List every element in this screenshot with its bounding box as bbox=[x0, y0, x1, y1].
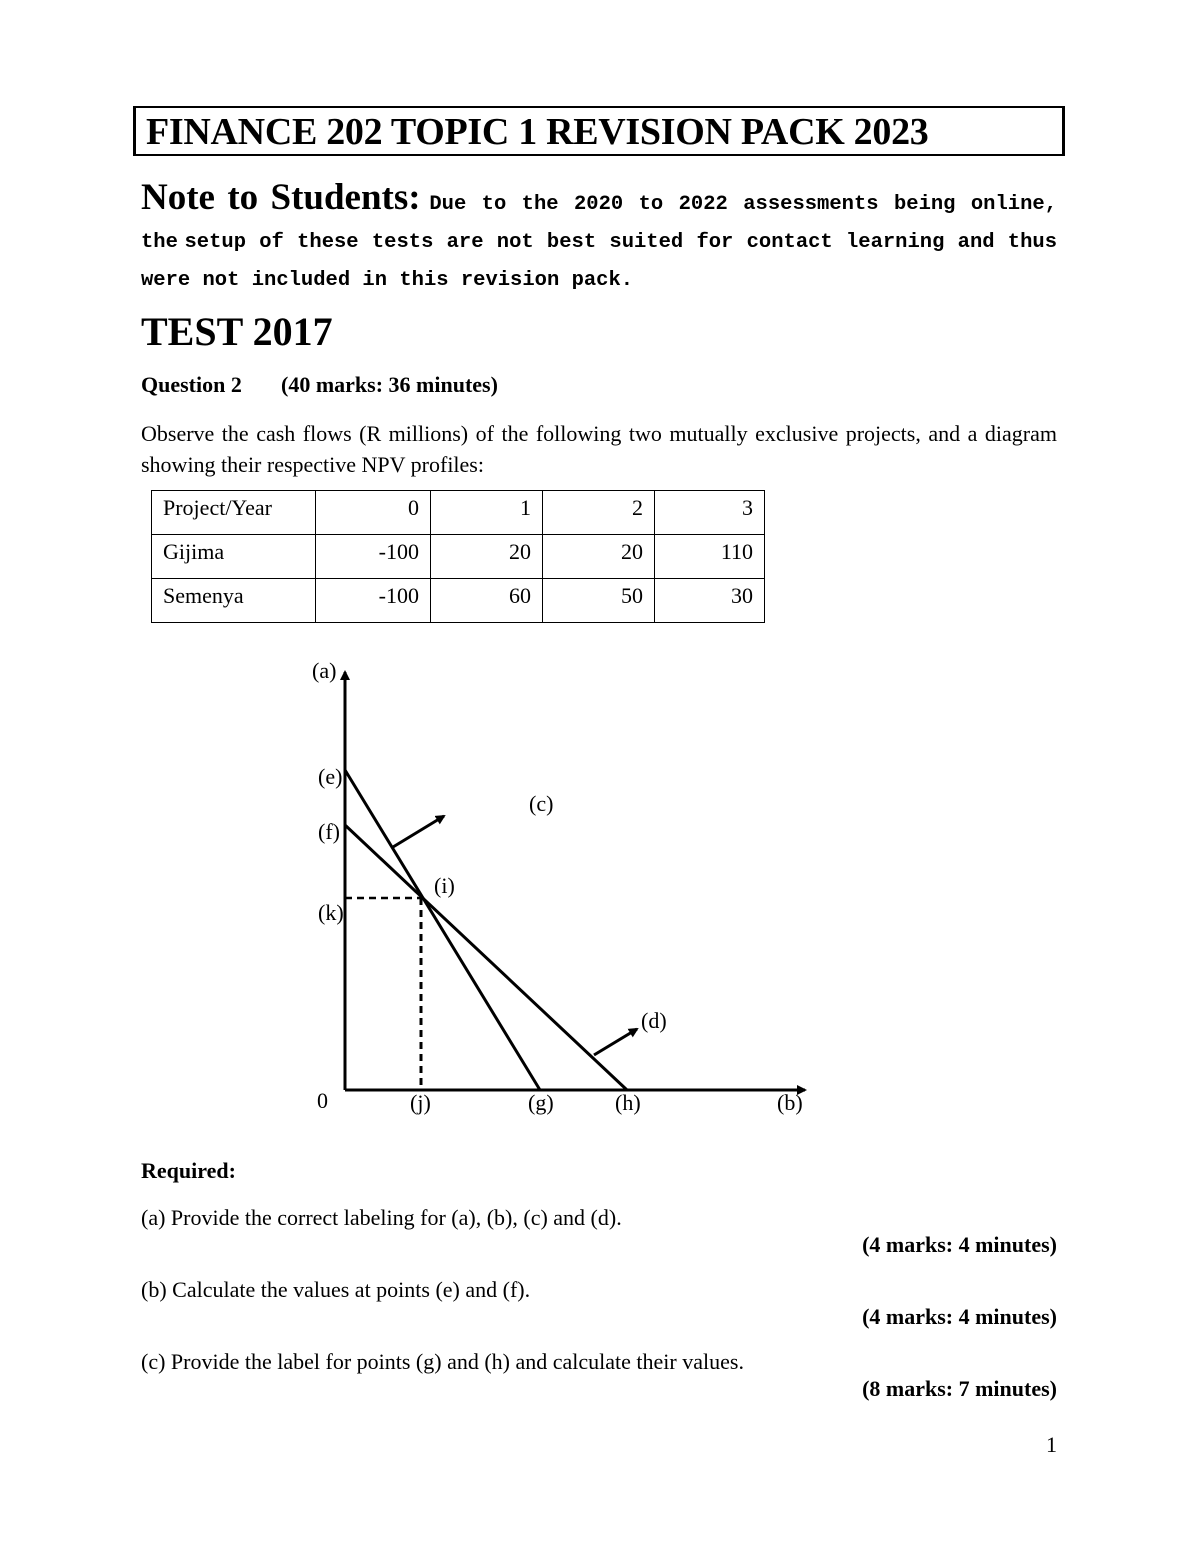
table-cell: Project/Year bbox=[152, 491, 316, 535]
table-cell: 30 bbox=[655, 579, 765, 623]
note-heading: Note to Students: bbox=[141, 177, 421, 218]
table-cell: 20 bbox=[431, 535, 543, 579]
table-cell: 110 bbox=[655, 535, 765, 579]
note-body-first: Due to the 2020 to 2022 assessments being online, the bbox=[141, 193, 1057, 254]
label-h: (h) bbox=[615, 1090, 641, 1115]
table-cell: Semenya bbox=[152, 579, 316, 623]
table-cell: Gijima bbox=[152, 535, 316, 579]
label-k: (k) bbox=[318, 900, 344, 925]
pointer-arrow-c bbox=[393, 816, 444, 847]
required-part-b: (b) Calculate the values at points (e) and (f). bbox=[141, 1277, 531, 1302]
label-e: (e) bbox=[318, 764, 343, 789]
table-cell: 3 bbox=[655, 491, 765, 535]
label-j: (j) bbox=[410, 1090, 431, 1115]
required-part-a-marks: (4 marks: 4 minutes) bbox=[862, 1232, 1057, 1257]
semenya-npv-line bbox=[345, 825, 627, 1090]
required-part-c-marks: (8 marks: 7 minutes) bbox=[862, 1376, 1057, 1401]
required-heading: Required: bbox=[141, 1158, 236, 1183]
table-cell: 0 bbox=[316, 491, 431, 535]
label-g: (g) bbox=[528, 1090, 554, 1115]
question-marks: (40 marks: 36 minutes) bbox=[281, 372, 498, 397]
page-number: 1 bbox=[1046, 1432, 1057, 1457]
label-i: (i) bbox=[434, 873, 455, 898]
table-cell: 2 bbox=[543, 491, 655, 535]
required-part-a: (a) Provide the correct labeling for (a), (b), (c) and (d). bbox=[141, 1205, 622, 1230]
required-part-b-marks: (4 marks: 4 minutes) bbox=[862, 1304, 1057, 1329]
table-cell: -100 bbox=[316, 535, 431, 579]
table-cell: 60 bbox=[431, 579, 543, 623]
table-cell: 50 bbox=[543, 579, 655, 623]
pointer-arrow-d bbox=[594, 1029, 637, 1055]
label-origin: 0 bbox=[317, 1088, 328, 1113]
table-cell: 1 bbox=[431, 491, 543, 535]
question-intro: Observe the cash flows (R millions) of the following two mutually exclusive projects, and a diagram showing their respective NPV profiles: bbox=[141, 421, 1057, 477]
document-title: FINANCE 202 TOPIC 1 REVISION PACK 2023 bbox=[146, 111, 929, 153]
table-cell: 20 bbox=[543, 535, 655, 579]
note-body-rest: setup of these tests are not best suited for contact learning and thus were not included in this revision pack. bbox=[141, 231, 1058, 292]
label-a: (a) bbox=[312, 658, 337, 683]
label-d: (d) bbox=[641, 1008, 667, 1033]
label-f: (f) bbox=[318, 819, 340, 844]
test-heading: TEST 2017 bbox=[141, 309, 333, 354]
label-c: (c) bbox=[529, 791, 554, 816]
table-cell: -100 bbox=[316, 579, 431, 623]
label-b: (b) bbox=[777, 1090, 803, 1115]
required-part-c: (c) Provide the label for points (g) and (h) and calculate their values. bbox=[141, 1349, 744, 1374]
question-label: Question 2 bbox=[141, 372, 242, 397]
